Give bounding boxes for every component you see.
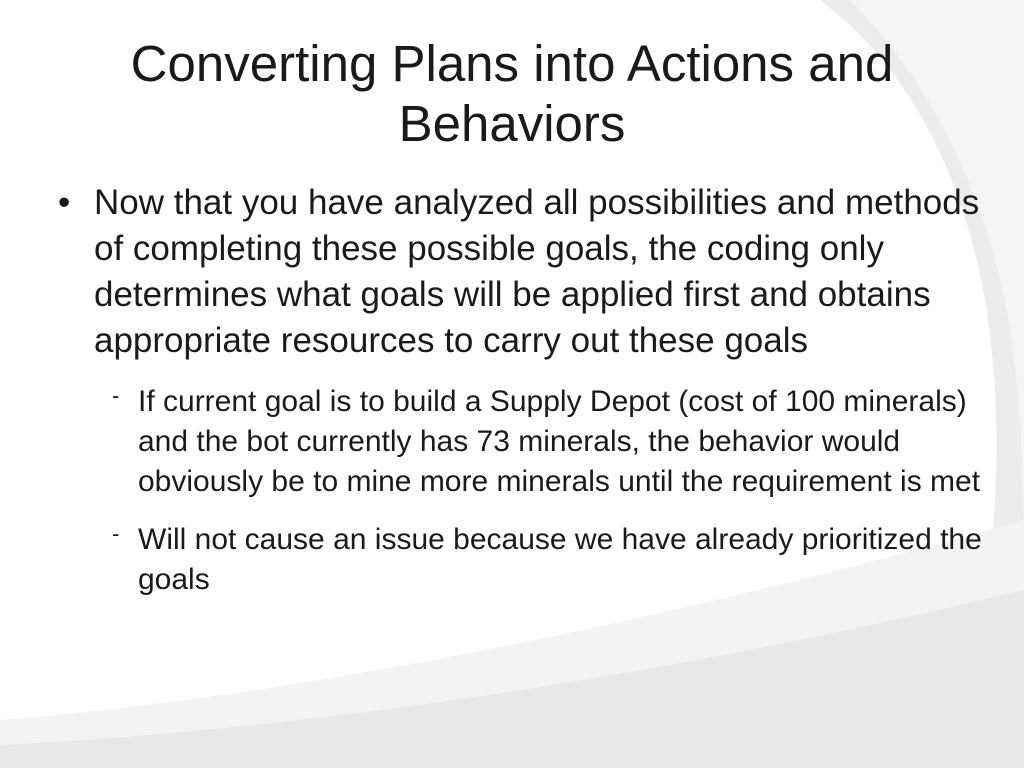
slide-title: Converting Plans into Actions and Behaviors [130,35,894,152]
bullet-text: Now that you have analyzed all possibilities and methods of completing these possible goals, the coding only determines what goals will be applied first and obtains appropriate resources to carry out these goals [94,183,980,360]
slide-content [58,180,988,618]
dash-bullet-icon: - [112,521,120,546]
bullet-dot-icon: • [58,183,71,222]
dash-bullet-icon: - [112,383,120,408]
sub-bullet-item [94,382,988,502]
sub-bullet-text: Will not cause an issue because we have already prioritized the goals [138,523,982,596]
sub-bullet-list [94,382,988,600]
sub-bullet-text: If current goal is to build a Supply Depot (cost of 100 minerals) and the bot currently has 73 minerals, the behavior would obviously be to mine more minerals until the requirement is met [138,385,981,498]
bullet-item [58,180,988,364]
sub-bullet-item [94,520,988,600]
